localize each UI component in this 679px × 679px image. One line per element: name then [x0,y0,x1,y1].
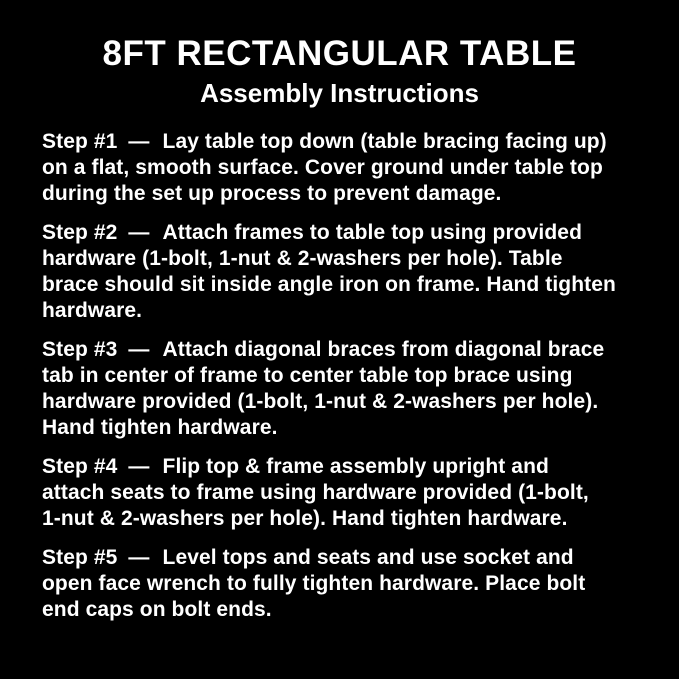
step-1-dash: — [128,130,150,153]
step-4 [42,454,655,532]
step-5-line-2: open face wrench to fully tighten hardware. Place bolt [42,572,586,595]
header [0,0,679,108]
step-5 [42,545,655,623]
step-2-line-1 [42,220,655,246]
step-4-text: Flip top & frame assembly upright and [162,455,549,478]
step-3-text: Attach diagonal braces from diagonal brace [162,338,605,361]
steps-list [0,129,679,623]
step-2-line-4: hardware. [42,299,143,322]
step-3-line-4: Hand tighten hardware. [42,416,278,439]
step-1-line-2: on a flat, smooth surface. Cover ground under table top [42,156,603,179]
step-1-line-3: during the set up process to prevent damage. [42,182,502,205]
step-2 [42,220,655,324]
step-1-label: Step #1 [42,130,118,153]
step-2-label: Step #2 [42,221,118,244]
step-4-line-2: attach seats to frame using hardware provided (1-bolt, [42,481,589,504]
step-5-line-1 [42,545,655,571]
step-3-label: Step #3 [42,338,118,361]
step-1 [42,129,655,207]
step-3-line-2: tab in center of frame to center table top brace using [42,364,573,387]
step-4-line-1 [42,454,655,480]
step-4-label: Step #4 [42,455,118,478]
step-5-dash: — [128,546,150,569]
step-5-label: Step #5 [42,546,118,569]
step-5-line-3: end caps on bolt ends. [42,598,272,621]
step-2-text: Attach frames to table top using provided [162,221,582,244]
step-2-dash: — [128,221,150,244]
step-4-dash: — [128,455,150,478]
step-1-text: Lay table top down (table bracing facing up) [162,130,607,153]
page-subtitle: Assembly Instructions [200,78,479,108]
step-1-line-1 [42,129,655,155]
step-3-dash: — [128,338,150,361]
step-3 [42,337,655,441]
step-2-line-3: brace should sit inside angle iron on frame. Hand tighten [42,273,616,296]
step-5-text: Level tops and seats and use socket and [162,546,574,569]
step-3-line-1 [42,337,655,363]
step-2-line-2: hardware (1-bolt, 1-nut & 2-washers per hole). Table [42,247,563,270]
step-3-line-3: hardware provided (1-bolt, 1-nut & 2-washers per hole). [42,390,599,413]
step-4-line-3: 1-nut & 2-washers per hole). Hand tighten hardware. [42,507,568,530]
page-title: 8FT RECTANGULAR TABLE [102,34,577,73]
